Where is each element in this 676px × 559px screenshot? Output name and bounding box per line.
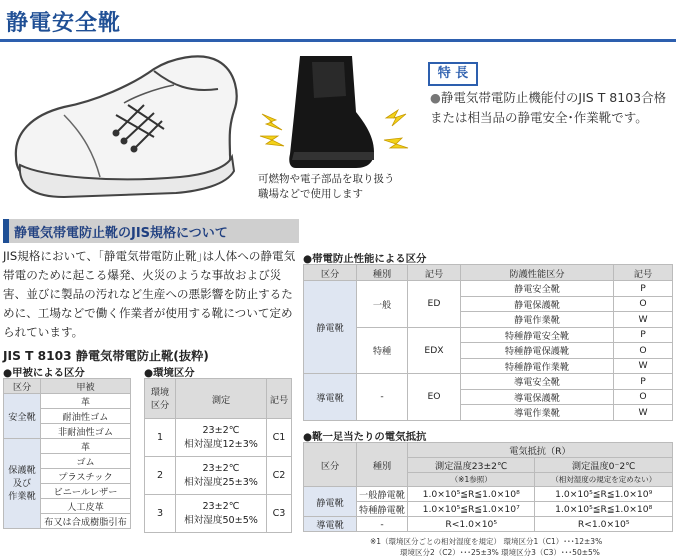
perf-protection: 導電安全靴	[461, 374, 614, 390]
env-row-kubun: 3	[145, 495, 176, 533]
perf-protection: 静電保護靴	[461, 296, 614, 312]
perf-header-code: 記号	[408, 265, 461, 281]
caption-line-1: 可燃物や電子部品を取り扱う	[258, 173, 395, 185]
perf-header-type: 種別	[357, 265, 408, 281]
resist-header-0c: 測定温度0⁻2℃	[535, 458, 673, 473]
perf-symbol: P	[614, 374, 673, 390]
resist-value-0c: 1.0×10⁵≦R≦1.0×10⁹	[535, 487, 673, 502]
env-row-humidity: 相対湿度25±3%	[184, 477, 258, 488]
env-row-symbol: C2	[267, 457, 292, 495]
caption-line-2: 職場などで使用します	[258, 188, 363, 200]
resist-header-type: 種別	[357, 443, 408, 487]
perf-code: EO	[408, 374, 461, 421]
environment-table	[144, 378, 292, 533]
perf-protection: 導電作業靴	[461, 405, 614, 421]
resist-type: 一般静電靴	[357, 487, 408, 502]
perf-type: -	[357, 374, 408, 421]
perf-symbol: O	[614, 389, 673, 405]
section-title: 静電気帯電防止靴のJIS規格について	[14, 226, 228, 241]
resist-table-label: ●靴一足当たりの電気抵抗	[303, 431, 427, 443]
perf-symbol: P	[614, 327, 673, 343]
upper-group-safety: 安全靴	[4, 394, 41, 439]
perf-header-protection: 防護性能区分	[461, 265, 614, 281]
upper-header-kubun: 区分	[4, 379, 41, 394]
resist-value-23c: R<1.0×10⁵	[408, 517, 535, 532]
perf-protection: 導電保護靴	[461, 389, 614, 405]
env-row-temp: 23±2℃	[202, 501, 240, 512]
upper-header-material: 甲被	[41, 379, 131, 394]
upper-item: 革	[41, 439, 131, 454]
upper-item: ビニールレザー	[41, 484, 131, 499]
upper-item: 革	[41, 394, 131, 409]
feature-description: 静電気帯電防止機能付のJIS T 8103合格または相当品の静電安全･作業靴です。	[430, 90, 667, 125]
env-header-measure: 測定	[176, 379, 267, 419]
resist-value-0c: R<1.0×10⁵	[535, 517, 673, 532]
perf-header-kubun: 区分	[304, 265, 357, 281]
boot-photo	[252, 56, 412, 170]
env-row-kubun: 2	[145, 457, 176, 495]
resist-header-23c: 測定温度23±2℃	[408, 458, 535, 473]
perf-table-label: ●帯電防止性能による区分	[303, 253, 427, 265]
feature-badge: 特 長	[428, 62, 478, 86]
env-table-label: ●環境区分	[144, 367, 195, 379]
perf-symbol: O	[614, 343, 673, 359]
env-row-humidity: 相対湿度50±5%	[184, 515, 258, 526]
resist-value-0c: 1.0×10⁵≦R≦1.0×10⁸	[535, 502, 673, 517]
resist-type: -	[357, 517, 408, 532]
resist-value-23c: 1.0×10⁵≦R≦1.0×10⁸	[408, 487, 535, 502]
env-row-symbol: C1	[267, 419, 292, 457]
env-row-kubun: 1	[145, 419, 176, 457]
upper-item: プラスチック	[41, 469, 131, 484]
upper-item: 布又は合成樹脂引布	[41, 514, 131, 529]
upper-item: 人工皮革	[41, 499, 131, 514]
perf-symbol: W	[614, 312, 673, 328]
perf-symbol: O	[614, 296, 673, 312]
resist-type: 特種静電靴	[357, 502, 408, 517]
resist-kubun-conductive: 導電靴	[304, 517, 357, 532]
resist-subheader-23c: （※1参照）	[408, 473, 535, 487]
env-row-humidity: 相対湿度12±3%	[184, 439, 258, 450]
resist-value-23c: 1.0×10⁵≦R≦1.0×10⁷	[408, 502, 535, 517]
resist-note-1: ※1（環境区分ごとの相対湿度を規定） 環境区分1（C1）･･･12±3%	[370, 537, 603, 546]
perf-header-symbol: 記号	[614, 265, 673, 281]
shoe-illustration	[4, 45, 242, 210]
feature-text	[430, 88, 670, 128]
perf-type: 特種	[357, 327, 408, 374]
jis-description: JIS規格において、｢静電気帯電防止靴｣は人体への静電気帯電のために起こる爆発、火災のような事故および災害、並びに製品の汚れなど生産への悪影響を防止するために、工場などで働く作業者が使用する靴について定められています。	[3, 249, 296, 339]
upper-item: 耐油性ゴム	[41, 409, 131, 424]
perf-kubun-static: 静電靴	[304, 281, 357, 374]
perf-kubun-conductive: 導電靴	[304, 374, 357, 421]
env-row-temp: 23±2℃	[202, 463, 240, 474]
perf-protection: 特種静電保護靴	[461, 343, 614, 359]
boot-caption	[258, 172, 395, 202]
resistance-table	[303, 442, 673, 532]
perf-type: 一般	[357, 281, 408, 328]
perf-protection: 静電安全靴	[461, 281, 614, 297]
upper-item: ゴム	[41, 454, 131, 469]
jis-standard-title: JIS T 8103 静電気帯電防止靴(抜粋)	[3, 349, 209, 363]
perf-code: ED	[408, 281, 461, 328]
env-header-kubun: 環境 区分	[145, 379, 176, 419]
resist-note-2: 環境区分2（C2）･･･25±3% 環境区分3（C3）･･･50±5%	[400, 548, 600, 557]
env-header-symbol: 記号	[267, 379, 292, 419]
upper-group-protective: 保護靴 及び 作業靴	[4, 439, 41, 529]
resist-kubun-static: 静電靴	[304, 487, 357, 517]
page-title: 静電安全靴	[6, 11, 122, 36]
header-underline	[0, 39, 676, 42]
upper-material-table	[3, 378, 131, 529]
perf-symbol: W	[614, 405, 673, 421]
resist-subheader-0c: （相対湿度の規定を定めない）	[535, 473, 673, 487]
perf-code: EDX	[408, 327, 461, 374]
env-row-symbol: C3	[267, 495, 292, 533]
resist-header-kubun: 区分	[304, 443, 357, 487]
perf-symbol: W	[614, 358, 673, 374]
upper-table-label: ●甲被による区分	[3, 367, 85, 379]
perf-symbol: P	[614, 281, 673, 297]
perf-protection: 静電作業靴	[461, 312, 614, 328]
upper-item: 非耐油性ゴム	[41, 424, 131, 439]
perf-protection: 特種静電作業靴	[461, 358, 614, 374]
perf-protection: 特種静電安全靴	[461, 327, 614, 343]
feature-bullet: ●	[430, 90, 441, 105]
env-row-temp: 23±2℃	[202, 425, 240, 436]
resist-header-top: 電気抵抗（R）	[408, 443, 673, 458]
performance-table	[303, 264, 673, 421]
